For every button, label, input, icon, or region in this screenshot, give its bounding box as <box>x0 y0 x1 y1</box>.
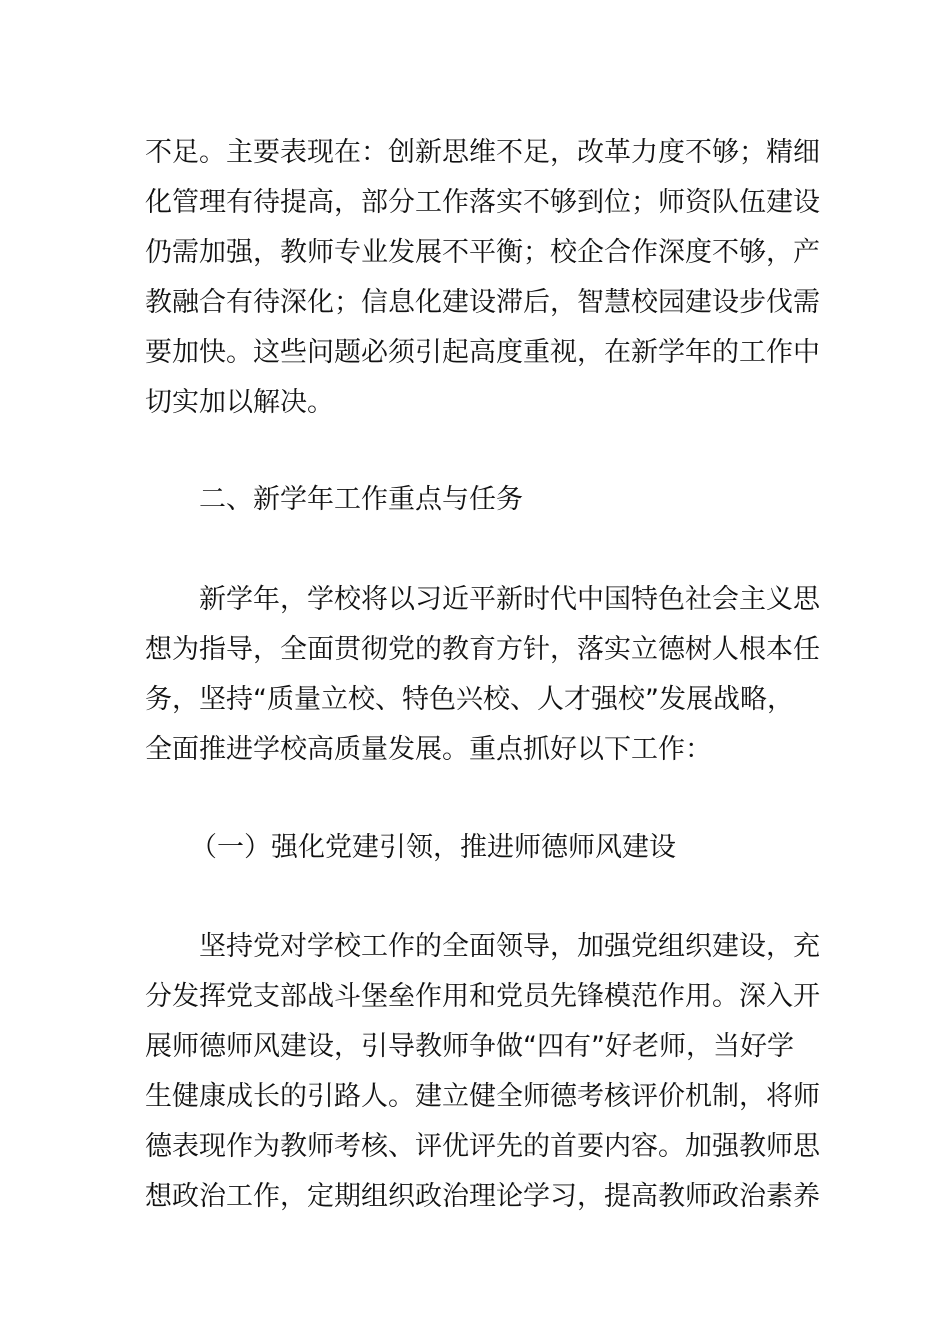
paragraph-line: 仍需加强，教师专业发展不平衡；校企合作深度不够，产 <box>145 237 820 268</box>
paragraph-line: 不足。主要表现在：创新思维不足，改革力度不够；精细 <box>145 137 820 168</box>
paragraph-line: 化管理有待提高，部分工作落实不够到位；师资队伍建设 <box>145 187 820 218</box>
paragraph-line: 务，坚持“质量立校、特色兴校、人才强校”发展战略， <box>145 684 794 715</box>
section-heading: 二、新学年工作重点与任务 <box>199 484 523 515</box>
paragraph-line: 坚持党对学校工作的全面领导，加强党组织建设，充 <box>199 931 820 962</box>
paragraph-line: 德表现作为教师考核、评优评先的首要内容。加强教师思 <box>145 1131 820 1162</box>
subsection-heading: （一）强化党建引领，推进师德师风建设 <box>190 832 676 863</box>
paragraph-line: 生健康成长的引路人。建立健全师德考核评价机制，将师 <box>145 1081 820 1112</box>
paragraph-line: 切实加以解决。 <box>145 387 334 418</box>
paragraph-line: 想政治工作，定期组织政治理论学习，提高教师政治素养 <box>145 1181 820 1212</box>
paragraph-line: 教融合有待深化；信息化建设滞后，智慧校园建设步伐需 <box>145 287 820 318</box>
paragraph-line: 要加快。这些问题必须引起高度重视，在新学年的工作中 <box>145 337 820 368</box>
paragraph-line: 新学年，学校将以习近平新时代中国特色社会主义思 <box>199 584 820 615</box>
paragraph-line: 展师德师风建设，引导教师争做“四有”好老师，当好学 <box>145 1031 794 1062</box>
paragraph-line: 想为指导，全面贯彻党的教育方针，落实立德树人根本任 <box>145 634 820 665</box>
paragraph-line: 全面推进学校高质量发展。重点抓好以下工作： <box>145 734 712 765</box>
paragraph-line: 分发挥党支部战斗堡垒作用和党员先锋模范作用。深入开 <box>145 981 820 1012</box>
